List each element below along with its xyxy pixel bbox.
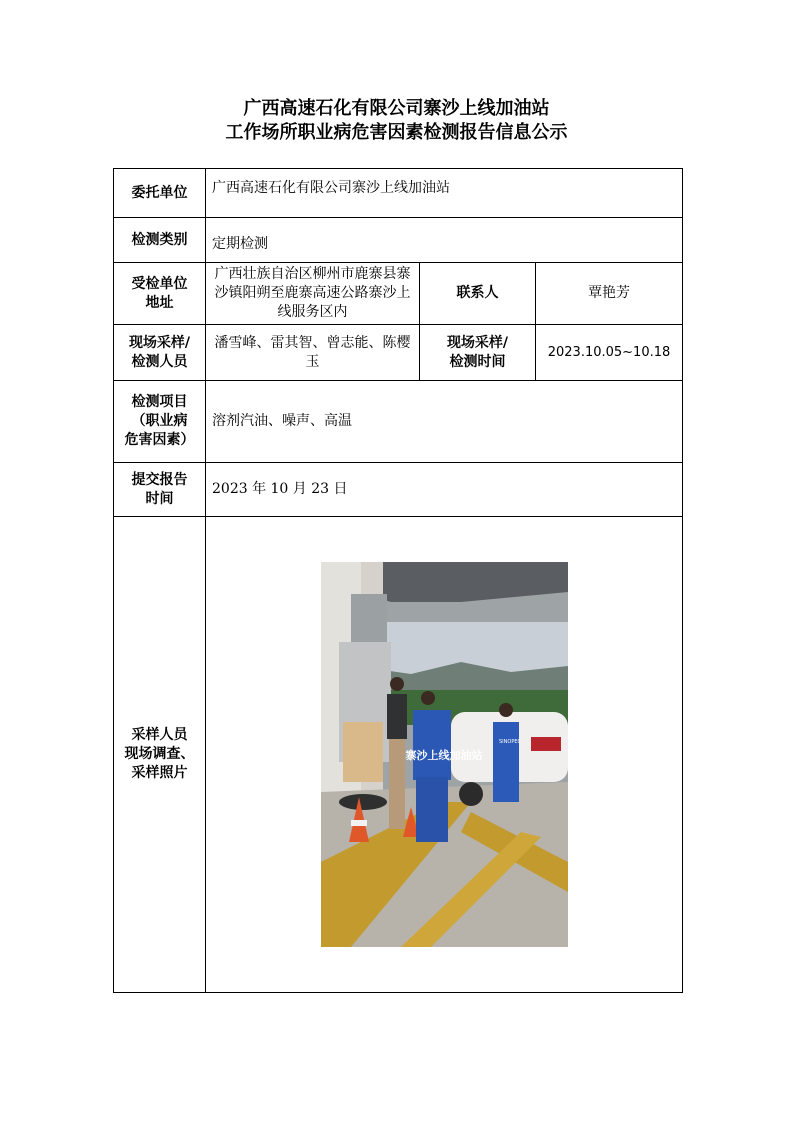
row-submit [114,463,683,517]
photo-watermark: 寨沙上线加油站 [405,749,483,762]
contact-value: 覃艳芳 [536,263,683,325]
time-value: 2023.10.05~10.18 [536,325,683,381]
type-value: 定期检测 [206,218,683,263]
row-address [114,263,683,325]
row-photo [114,517,683,993]
address-value: 广西壮族自治区柳州市鹿寨县寨沙镇阳朔至鹿寨高速公路寨沙上线服务区内 [206,263,420,325]
type-label: 检测类别 [114,218,206,263]
submit-value: 2023 年 10 月 23 日 [206,463,683,517]
vest-text: SINOPEC [498,739,521,745]
submit-label: 提交报告 时间 [114,463,206,517]
report-title-line1: 广西高速石化有限公司寨沙上线加油站 [243,98,550,119]
photo-cell [206,517,683,993]
items-label: 检测项目 （职业病 危害因素） [114,381,206,463]
items-value: 溶剂汽油、噪声、高温 [206,381,683,463]
client-label: 委托单位 [114,169,206,218]
staff-value: 潘雪峰、雷其智、曾志能、陈樱玉 [206,325,420,381]
address-label: 受检单位 地址 [114,263,206,325]
time-label: 现场采样/ 检测时间 [420,325,536,381]
info-table [113,168,683,993]
row-staff [114,325,683,381]
site-photo [321,562,568,947]
row-items [114,381,683,463]
row-type [114,218,683,263]
client-value: 广西高速石化有限公司寨沙上线加油站 [206,169,683,218]
report-title-line2: 工作场所职业病危害因素检测报告信息公示 [225,122,568,143]
photo-label: 采样人员 现场调查、 采样照片 [114,517,206,993]
staff-label: 现场采样/ 检测人员 [114,325,206,381]
contact-label: 联系人 [420,263,536,325]
gas-station-scene [321,562,568,947]
row-client [114,169,683,218]
